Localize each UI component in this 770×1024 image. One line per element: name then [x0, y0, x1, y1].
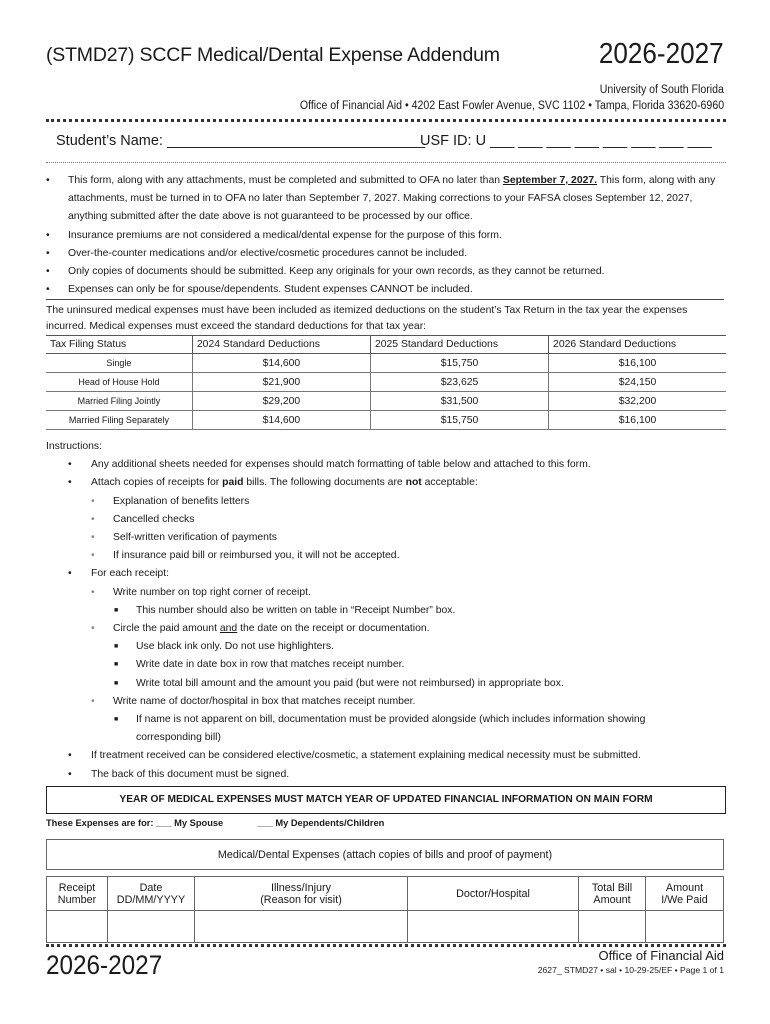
instruction-item: • Attach copies of receipts for paid bills. The following documents are not acceptable: [46, 474, 726, 492]
footer-code: 2627_ STMD27 • sal • 10-29-25/EF • Page 1 of 1 [537, 965, 724, 975]
instruction-item: • The back of this document must be signed. [46, 766, 726, 784]
student-divider [46, 162, 726, 163]
col-illness: Illness/Injury (Reason for visit) [195, 877, 408, 911]
expense-table [46, 839, 724, 943]
deduction-paragraph: The uninsured medical expenses must have been included as itemized deductions on the student’s Tax Return in the tax year the expenses incurred. Medical expenses must exceed the standard deductions for that tax year: [46, 305, 688, 332]
requirement-item: • This form, along with any attachments, must be completed and submitted to OFA no later than September 7, 2027. This form, along with any attachments, must be turned in to OFA no later than September 7, 2027. Making corrections to your FAFSA closes September 12, 2027, anything submitted after the date above is not guaranteed to be processed by our office. [46, 172, 726, 227]
usf-id-field[interactable]: USF ID: U ___ ___ ___ ___ ___ ___ ___ ___ [420, 133, 712, 149]
instruction-subitem: • Circle the paid amount and the date on the receipt or documentation. [46, 620, 726, 638]
student-name-field[interactable]: Student’s Name: ________________________________ [56, 133, 426, 149]
amount-paid-cell[interactable] [646, 911, 724, 943]
date-cell[interactable] [108, 911, 195, 943]
table-row: Single $14,600 $15,750 $16,100 [46, 354, 726, 373]
col-receipt-number: Receipt Number [47, 877, 108, 911]
requirement-item: • Expenses can only be for spouse/dependents. Student expenses CANNOT be included. [46, 281, 726, 299]
instruction-item: • For each receipt: [46, 565, 726, 583]
instruction-subitem: • Explanation of benefits letters [46, 493, 726, 511]
footer-divider [46, 944, 726, 947]
doctor-cell[interactable] [408, 911, 579, 943]
table-row: Married Filing Separately $14,600 $15,750 $16,100 [46, 411, 726, 430]
table-row [47, 911, 724, 943]
table-header: 2024 Standard Deductions [192, 336, 370, 354]
deadline-date: September 7, 2027. [502, 175, 598, 186]
year-match-banner: YEAR OF MEDICAL EXPENSES MUST MATCH YEAR OF UPDATED FINANCIAL INFORMATION ON MAIN FORM [46, 786, 726, 814]
receipt-number-cell[interactable] [47, 911, 108, 943]
col-total-bill: Total Bill Amount [579, 877, 646, 911]
form-title: (STMD27) SCCF Medical/Dental Expense Addendum [46, 44, 500, 66]
table-header: 2025 Standard Deductions [370, 336, 548, 354]
instruction-subitem: • Write name of doctor/hospital in box that matches receipt number. [46, 693, 726, 711]
requirements-list [46, 172, 726, 299]
instruction-subsubitem: ■ Write date in date box in row that matches receipt number. [46, 656, 726, 674]
instruction-subsubitem: ■ Use black ink only. Do not use highlighters. [46, 638, 726, 656]
requirement-item: • Insurance premiums are not considered a medical/dental expense for the purpose of this form. [46, 227, 726, 245]
footer-office: Office of Financial Aid [598, 948, 724, 963]
col-amount-paid: Amount I/We Paid [646, 877, 724, 911]
instruction-subitem: • If insurance paid bill or reimbursed you, it will not be accepted. [46, 547, 726, 565]
table-header: 2026 Standard Deductions [549, 336, 726, 354]
illness-cell[interactable] [195, 911, 408, 943]
requirement-item: • Only copies of documents should be submitted. Keep any originals for your own records, as they cannot be returned. [46, 263, 726, 281]
instructions [46, 438, 726, 784]
instruction-subitem: • Self-written verification of payments [46, 529, 726, 547]
col-doctor: Doctor/Hospital [408, 877, 579, 911]
spouse-option[interactable]: These Expenses are for: ___ My Spouse [46, 818, 224, 828]
instruction-subsubitem: ■ If name is not apparent on bill, documentation must be provided alongside (which includes information showing corresponding bill) [46, 711, 726, 747]
instruction-item: • If treatment received can be considered elective/cosmetic, a statement explaining medical necessity must be submitted. [46, 747, 726, 765]
instruction-subsubitem: ■ This number should also be written on table in “Receipt Number” box. [46, 602, 726, 620]
requirement-item: • Over-the-counter medications and/or elective/cosmetic procedures cannot be included. [46, 245, 726, 263]
section-divider [46, 299, 724, 300]
office-address: Office of Financial Aid • 4202 East Fowler Avenue, SVC 1102 • Tampa, Florida 33620-6960 [299, 100, 724, 112]
dependents-option[interactable]: ___ My Dependents/Children [257, 818, 385, 828]
table-row: Married Filing Jointly $29,200 $31,500 $32,200 [46, 392, 726, 411]
university-name: University of South Florida [599, 84, 724, 96]
header-year: 2026-2027 [599, 38, 724, 70]
table-row: Head of House Hold $21,900 $23,625 $24,150 [46, 373, 726, 392]
footer-year: 2026-2027 [46, 950, 163, 980]
header-divider [46, 119, 726, 122]
expenses-for-selector[interactable] [46, 818, 384, 828]
instruction-subitem: • Write number on top right corner of receipt. [46, 584, 726, 602]
instruction-subsubitem: ■ Write total bill amount and the amount you paid (but were not reimbursed) in appropriate box. [46, 675, 726, 693]
col-date: Date DD/MM/YYYY [108, 877, 195, 911]
instruction-item: • Any additional sheets needed for expenses should match formatting of table below and attached to this form. [46, 456, 726, 474]
expense-table-caption: Medical/Dental Expenses (attach copies of bills and proof of payment) [47, 840, 724, 870]
instruction-subitem: • Cancelled checks [46, 511, 726, 529]
standard-deductions-table [46, 335, 726, 430]
total-bill-cell[interactable] [579, 911, 646, 943]
instructions-heading: Instructions: [46, 441, 103, 452]
table-header: Tax Filing Status [46, 336, 192, 354]
